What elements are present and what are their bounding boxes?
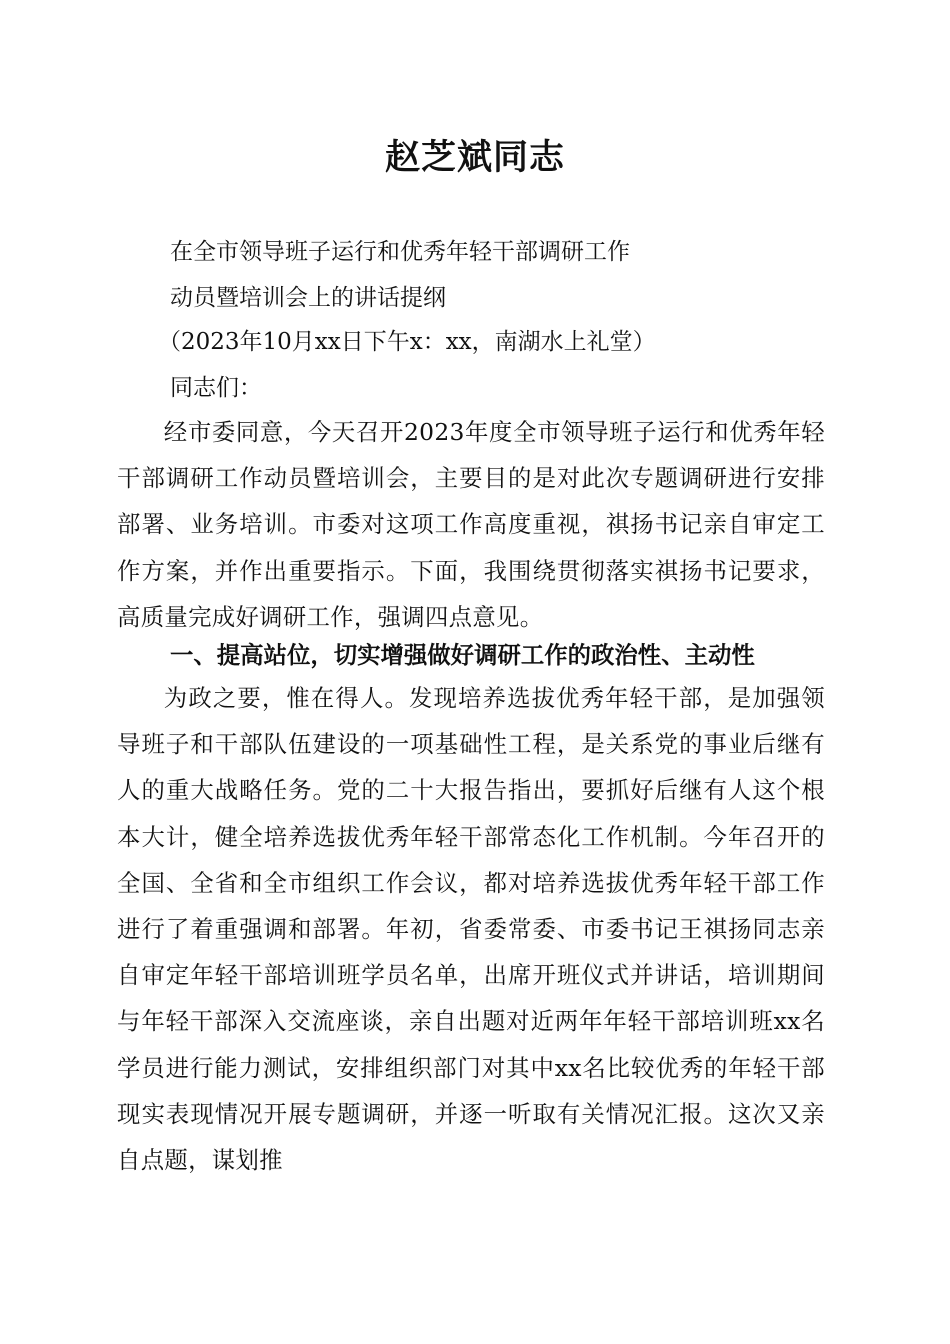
document-title: 赵芝斌同志 bbox=[384, 137, 565, 178]
subtitle-line-1: 在全市领导班子运行和优秀年轻干部调研工作 bbox=[170, 239, 630, 265]
section-1-paragraph: 为政之要，惟在得人。发现培养选拔优秀年轻干部，是加强领导班子和干部队伍建设的一项基础性工程，是关系党的事业后继有人的重大战略任务。党的二十大报告指出，要抓好后继有人这个根本大计，健全培养选拔优秀年轻干部常态化工作机制。今年召开的全国、全省和全市组织工作会议，都对培养选拔优秀年轻干部工作进行了着重强调和部署。年初，省委常委、市委书记王祺扬同志亲自审定年轻干部培训班学员名单，出席开班仪式并讲话，培训期间与年轻干部深入交流座谈，亲自出题对近两年年轻干部培训班xx名学员进行能力测试，安排组织部门对其中xx名比较优秀的年轻干部现实表现情况开展专题调研，并逐一听取有关情况汇报。这次又亲自点题，谋划推 bbox=[117, 684, 825, 1175]
subtitle-line-2: 动员暨培训会上的讲话提纲 bbox=[170, 285, 446, 311]
date-location: （2023年10月xx日下午x：xx，南湖水上礼堂） bbox=[158, 329, 656, 355]
salutation: 同志们： bbox=[170, 375, 262, 401]
intro-paragraph: 经市委同意，今天召开2023年度全市领导班子运行和优秀年轻干部调研工作动员暨培训会，主要目的是对此次专题调研进行安排部署、业务培训。市委对这项工作高度重视，祺扬书记亲自审定工作方案，并作出重要指示。下面，我围绕贯彻落实祺扬书记要求，高质量完成好调研工作，强调四点意见。 bbox=[117, 418, 825, 631]
section-1-heading: 一、提高站位，切实增强做好调研工作的政治性、主动性 bbox=[170, 641, 755, 669]
